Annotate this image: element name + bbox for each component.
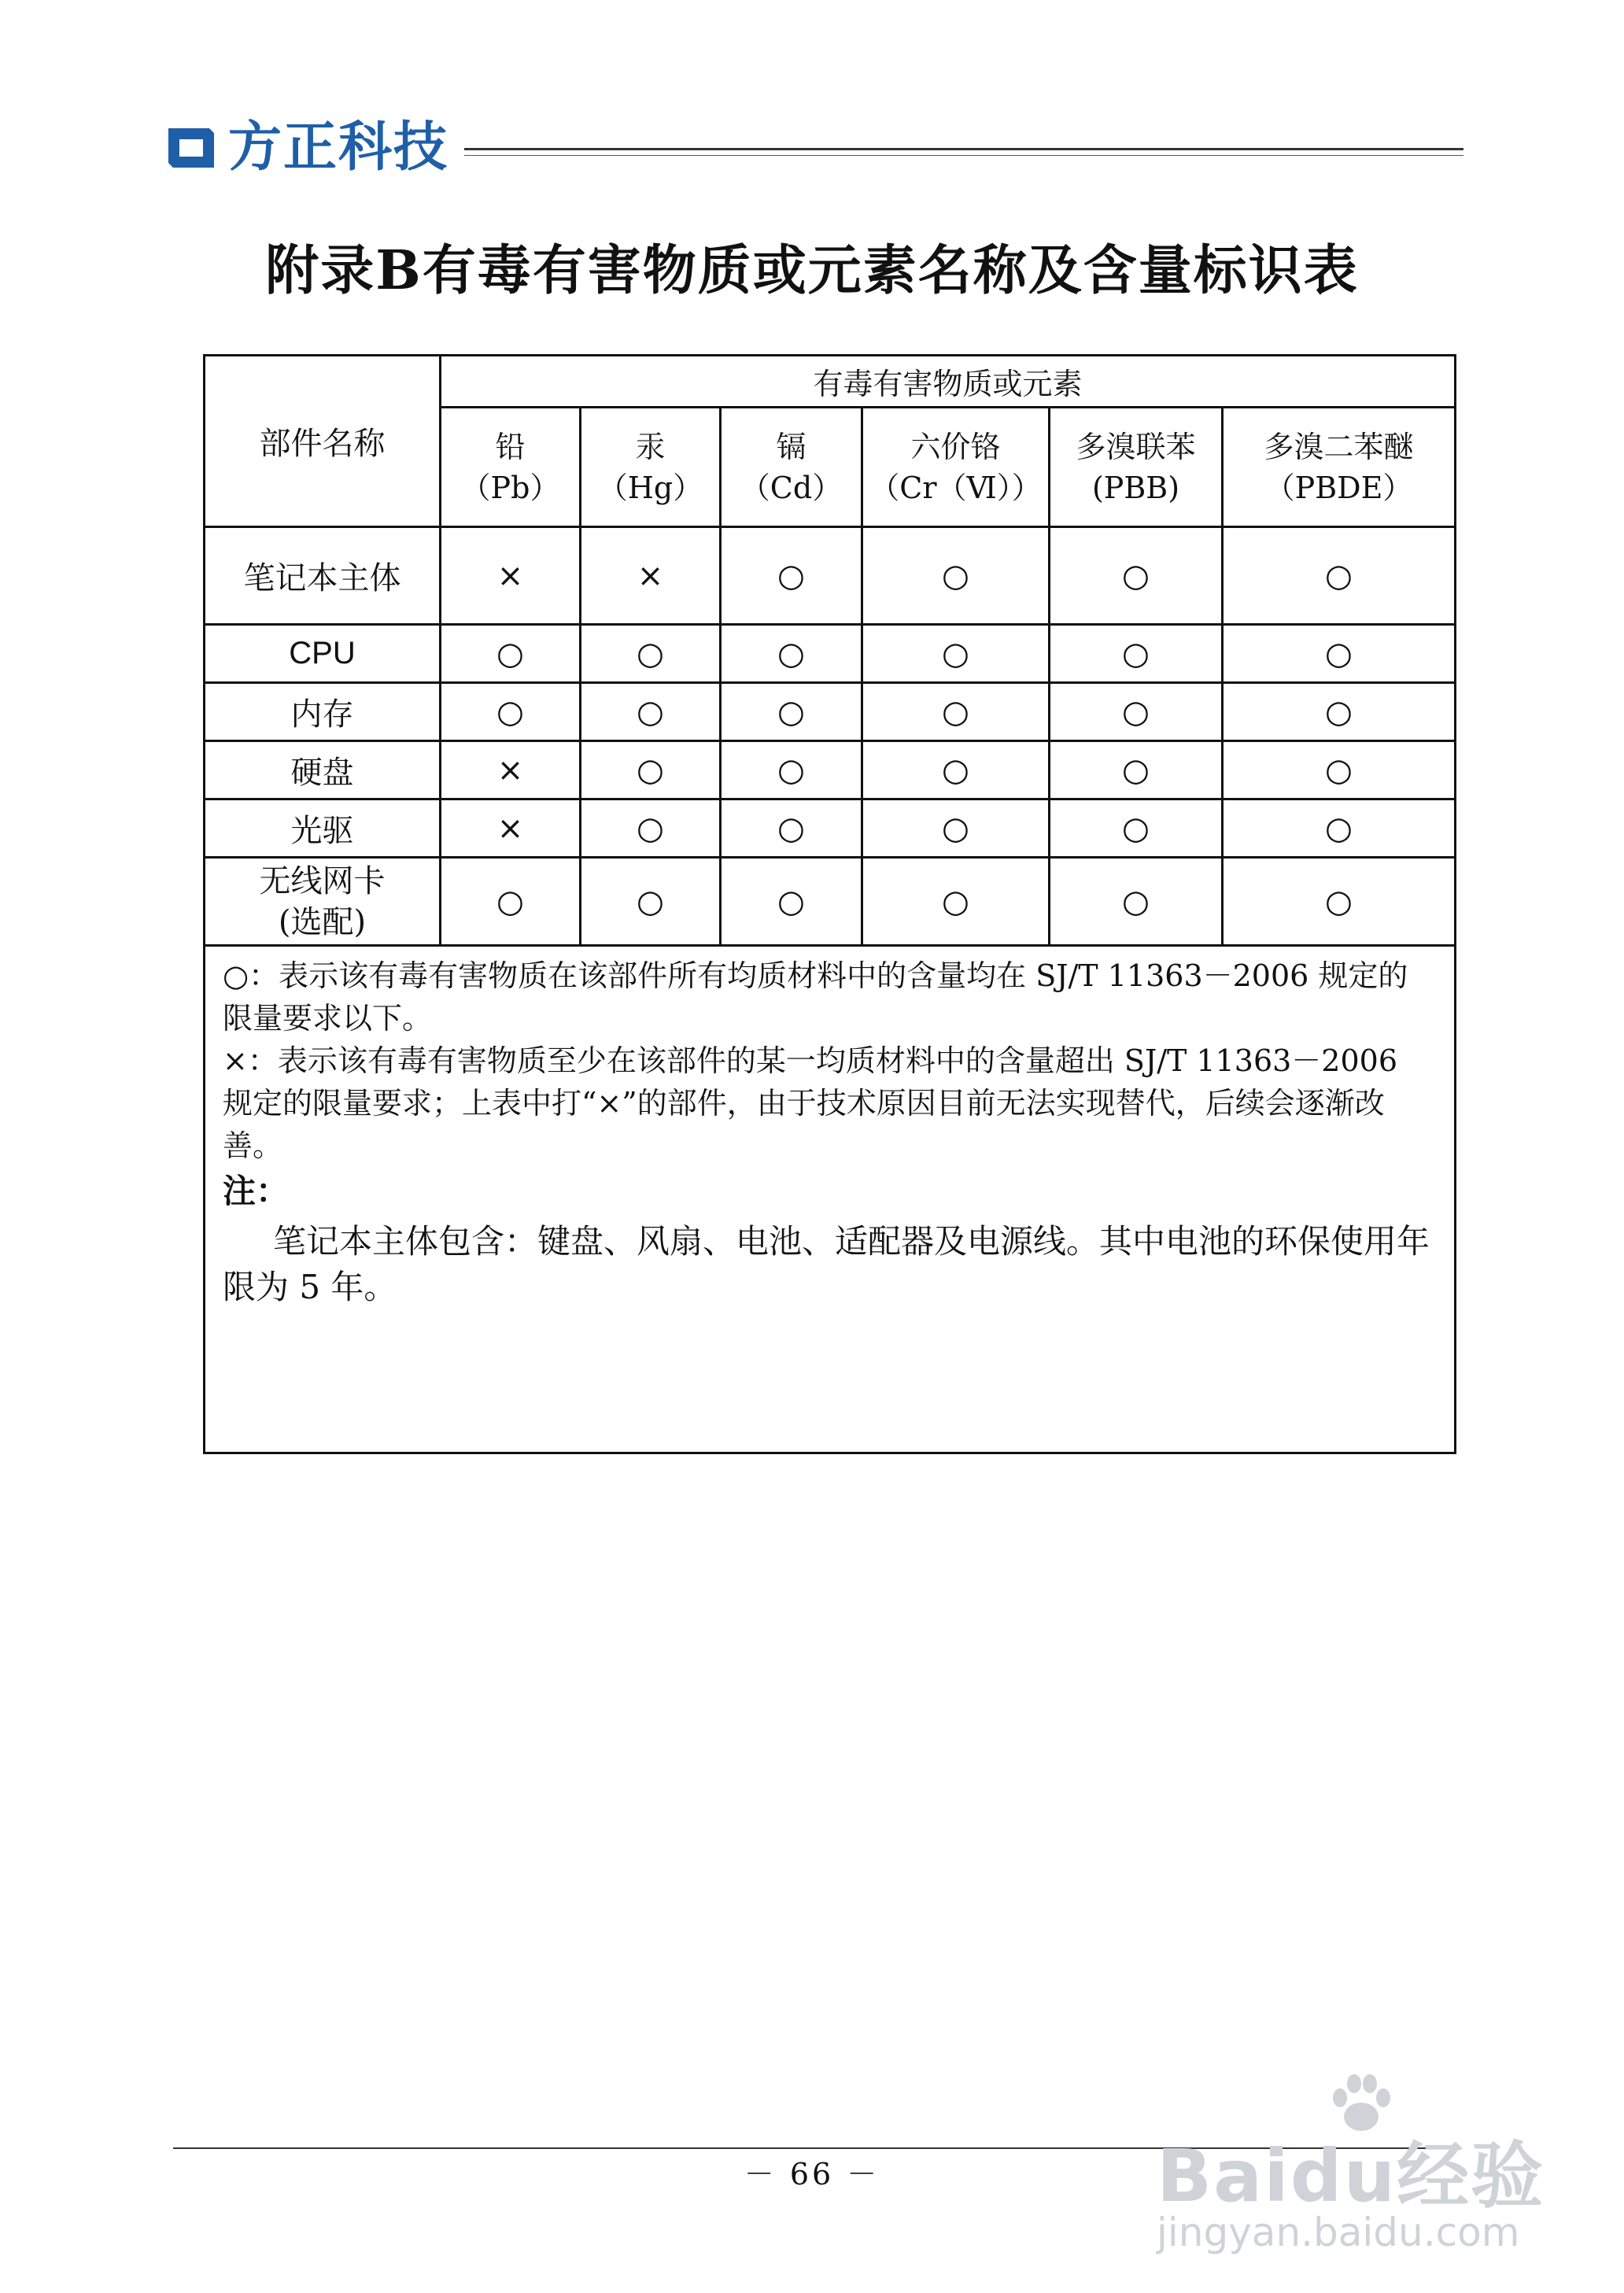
element-symbol: （Cd） [740, 470, 843, 505]
table-cell: × [581, 527, 721, 625]
table-row [205, 625, 1456, 683]
table-cell: ○ [581, 683, 721, 741]
table-row [205, 741, 1456, 799]
table-cell: ○ [1223, 799, 1456, 858]
element-symbol: （Cr（Ⅵ）） [869, 470, 1042, 505]
element-name: 多溴二苯醚 [1264, 429, 1414, 464]
table-cell: ○ [721, 683, 862, 741]
table-cell: ○ [721, 527, 862, 625]
element-header-pb [441, 408, 581, 527]
table-cell: ○ [862, 799, 1050, 858]
table-cell: ○ [721, 799, 862, 858]
table-cell: ○ [441, 625, 581, 683]
table-cell: ○ [581, 625, 721, 683]
table-cell: ○ [721, 625, 862, 683]
part-name: 光驱 [205, 799, 441, 858]
element-name: 多溴联苯 [1076, 429, 1196, 464]
circle-note: ○：表示该有毒有害物质在该部件所有均质材料中的含量均在 SJ/T 11363－2006 规定的限量要求以下。 [223, 958, 1408, 1036]
page-number: － 66 － [744, 2157, 880, 2191]
watermark [1157, 2070, 1550, 2266]
logo-text: 方正科技 [228, 116, 449, 179]
header-rule [464, 148, 1463, 150]
table-cell: ○ [441, 683, 581, 741]
table-cell: ○ [862, 858, 1050, 946]
table-cell: ○ [1050, 683, 1223, 741]
element-header-hg [581, 408, 721, 527]
table-cell: ○ [1223, 683, 1456, 741]
header-rule-thin [464, 155, 1463, 156]
notes-cell [205, 946, 1456, 1453]
element-header-cr6 [862, 408, 1050, 527]
element-symbol: （Pb） [460, 470, 560, 505]
table-cell: ○ [1050, 858, 1223, 946]
part-name-header: 部件名称 [205, 356, 441, 527]
part-name: 笔记本主体 [205, 527, 441, 625]
table-row [205, 683, 1456, 741]
element-name: 铅 [495, 429, 526, 464]
part-name: 内存 [205, 683, 441, 741]
table-cell: ○ [1050, 799, 1223, 858]
table-cell: ○ [1050, 527, 1223, 625]
part-name-line: 无线网卡 [259, 862, 386, 899]
table-cell: ○ [441, 858, 581, 946]
cross-note: ×：表示该有毒有害物质至少在该部件的某一均质材料中的含量超出 SJ/T 11363－2006 规定的限量要求；上表中打“×”的部件，由于技术原因目前无法实现替代，后续会逐渐改善。 [223, 1043, 1398, 1163]
element-name: 汞 [635, 429, 666, 464]
note-heading: 注： [223, 1172, 290, 1210]
element-symbol: (PBB) [1091, 470, 1180, 505]
table-cell: ○ [862, 741, 1050, 799]
company-logo [164, 118, 448, 178]
page-title: 附录B有毒有害物质或元素名称及含量标识表 [265, 239, 1359, 302]
table-cell: ○ [1223, 858, 1456, 946]
part-name: CPU [205, 625, 441, 683]
table-cell: ○ [721, 858, 862, 946]
table-cell: ○ [581, 799, 721, 858]
table-row [205, 799, 1456, 858]
element-header-pbb [1050, 408, 1223, 527]
table-cell: × [441, 527, 581, 625]
table-row [205, 527, 1456, 625]
table-cell: ○ [721, 741, 862, 799]
watermark-brand: Baidu经验 [1157, 2134, 1545, 2218]
element-header-cd [721, 408, 862, 527]
element-symbol: （Hg） [597, 470, 703, 505]
note-text: 笔记本主体包含：键盘、风扇、电池、适配器及电源线。其中电池的环保使用年限为 5 年。 [223, 1222, 1430, 1306]
table-cell: × [441, 741, 581, 799]
table-cell: ○ [581, 741, 721, 799]
table-cell: ○ [1223, 741, 1456, 799]
element-header-pbde [1223, 408, 1456, 527]
part-name [205, 858, 441, 946]
part-name-option: (选配) [278, 903, 367, 940]
table-cell: ○ [862, 625, 1050, 683]
table-cell: ○ [1050, 625, 1223, 683]
hazardous-substance-table [203, 354, 1456, 1454]
logo-mark-icon [164, 120, 219, 175]
table-cell: ○ [1050, 741, 1223, 799]
part-name: 硬盘 [205, 741, 441, 799]
element-name: 六价铬 [910, 429, 1001, 464]
watermark-url: jingyan.baidu.com [1157, 2210, 1520, 2255]
table-cell: ○ [581, 858, 721, 946]
table-cell: ○ [862, 683, 1050, 741]
table-cell: ○ [1223, 527, 1456, 625]
element-symbol: （PBDE） [1264, 470, 1413, 505]
table-cell: × [441, 799, 581, 858]
table-cell: ○ [1223, 625, 1456, 683]
table-row [205, 858, 1456, 946]
table-cell: ○ [862, 527, 1050, 625]
substance-group-header: 有毒有害物质或元素 [441, 356, 1456, 408]
element-name: 镉 [776, 429, 806, 464]
